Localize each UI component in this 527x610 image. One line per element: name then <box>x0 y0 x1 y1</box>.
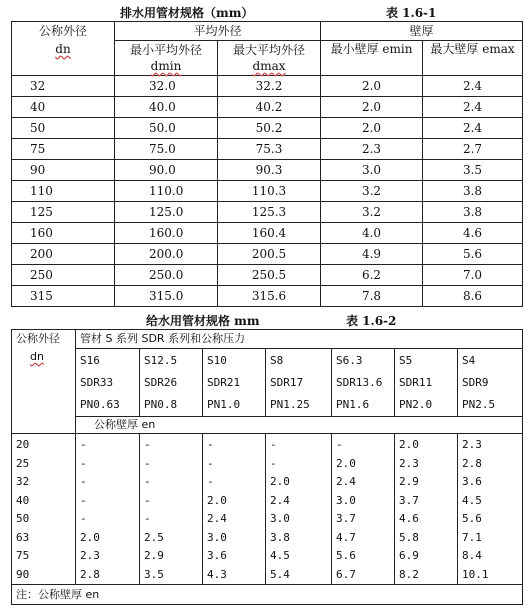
table-cell: 50.2 <box>218 118 321 139</box>
col-nominal-od: 公称外径 dn <box>12 22 115 76</box>
table-cell: 6.2 <box>321 265 423 286</box>
series-header-cell: S10 SDR21 PN1.0 <box>203 349 266 417</box>
table-cell: 3.5 <box>423 160 523 181</box>
table-cell: 110.3 <box>218 181 321 202</box>
table-cell: 2.0 <box>321 97 423 118</box>
table-row <box>12 202 523 223</box>
table-cell: 160 <box>12 223 115 244</box>
table-cell: 2.7 <box>423 139 523 160</box>
table-cell: 90 <box>12 160 115 181</box>
wall-thickness-column: - - - - - 2.0 2.3 2.8 <box>76 434 140 585</box>
series-header-cell: S8 SDR17 PN1.25 <box>266 349 332 417</box>
series-header-cell: S16 SDR33 PN0.63 <box>76 349 140 417</box>
table-cell: 160.4 <box>218 223 321 244</box>
table-cell: 40.2 <box>218 97 321 118</box>
series-header-cell: S4 SDR9 PN2.5 <box>458 349 523 417</box>
table1-title: 排水用管材规格（mm） <box>120 6 254 20</box>
table-cell: 90.0 <box>115 160 218 181</box>
table-cell: 3.2 <box>321 181 423 202</box>
series-header-cell: S5 SDR11 PN2.0 <box>395 349 458 417</box>
group-wall-thickness: 壁厚 <box>321 22 523 41</box>
table-row <box>12 244 523 265</box>
col-max-wall: 最大壁厚 emax <box>423 41 523 76</box>
series-header-cell: S6.3 SDR13.6 PN1.6 <box>332 349 395 417</box>
table-cell: 200 <box>12 244 115 265</box>
table-cell: 125.3 <box>218 202 321 223</box>
dn-column: 20 25 32 40 50 63 75 90 <box>12 434 76 585</box>
table-cell: 4.6 <box>423 223 523 244</box>
t2-col-nominal-od: 公称外径 dn <box>12 330 76 434</box>
table-cell: 250 <box>12 265 115 286</box>
table-cell: 75.0 <box>115 139 218 160</box>
t2-series-group: 管材 S 系列 SDR 系列和公称压力 <box>76 330 523 349</box>
col-max-avg-od: 最大平均外径 dmax <box>218 41 321 76</box>
t2-wall-label: 公称壁厚 en <box>76 417 523 434</box>
table-cell: 7.8 <box>321 286 423 307</box>
wall-thickness-column: - 2.0 2.4 3.0 3.7 4.7 5.6 6.7 <box>332 434 395 585</box>
table-cell: 2.4 <box>423 97 523 118</box>
table1-number: 表 1.6-1 <box>386 6 437 20</box>
table-cell: 200.5 <box>218 244 321 265</box>
table-cell: 75.3 <box>218 139 321 160</box>
table-cell: 200.0 <box>115 244 218 265</box>
table-row <box>12 160 523 181</box>
table-cell: 250.5 <box>218 265 321 286</box>
table2-title: 给水用管材规格 mm <box>146 314 260 328</box>
table-row <box>12 265 523 286</box>
table-row <box>12 223 523 244</box>
table-row <box>12 139 523 160</box>
table-row <box>12 181 523 202</box>
table-cell: 3.8 <box>423 202 523 223</box>
table-cell: 2.0 <box>321 76 423 97</box>
wall-thickness-column: 2.0 2.3 2.9 3.7 4.6 5.8 6.9 8.2 <box>395 434 458 585</box>
table-row <box>12 286 523 307</box>
table-cell: 315 <box>12 286 115 307</box>
table-cell: 75 <box>12 139 115 160</box>
t2-note: 注：公称壁厚 en <box>12 585 523 605</box>
table-cell: 2.4 <box>423 118 523 139</box>
table-cell: 315.0 <box>115 286 218 307</box>
table-cell: 7.0 <box>423 265 523 286</box>
table-cell: 32.2 <box>218 76 321 97</box>
table-cell: 125 <box>12 202 115 223</box>
table-cell: 32 <box>12 76 115 97</box>
col-min-avg-od: 最小平均外径 dmin <box>115 41 218 76</box>
table-cell: 50.0 <box>115 118 218 139</box>
drain-pipe-spec-table <box>11 21 523 307</box>
water-supply-pipe-spec-table <box>11 329 523 605</box>
table-row <box>12 118 523 139</box>
table-row <box>12 97 523 118</box>
table-cell: 4.9 <box>321 244 423 265</box>
wall-thickness-column: - - - - - 2.5 2.9 3.5 <box>140 434 203 585</box>
table-cell: 40 <box>12 97 115 118</box>
table-row <box>12 76 523 97</box>
table-cell: 2.3 <box>321 139 423 160</box>
group-average-od: 平均外径 <box>115 22 321 41</box>
wall-thickness-column: - - 2.0 2.4 3.0 3.8 4.5 5.4 <box>266 434 332 585</box>
table2-number: 表 1.6-2 <box>346 314 397 328</box>
table-cell: 2.4 <box>423 76 523 97</box>
table-cell: 8.6 <box>423 286 523 307</box>
table-cell: 50 <box>12 118 115 139</box>
table-cell: 40.0 <box>115 97 218 118</box>
table-cell: 110.0 <box>115 181 218 202</box>
wall-thickness-column: 2.3 2.8 3.6 4.5 5.6 7.1 8.4 10.1 <box>458 434 523 585</box>
series-header-cell: S12.5 SDR26 PN0.8 <box>140 349 203 417</box>
table-cell: 250.0 <box>115 265 218 286</box>
table-cell: 5.6 <box>423 244 523 265</box>
table-cell: 3.2 <box>321 202 423 223</box>
table-cell: 32.0 <box>115 76 218 97</box>
wall-thickness-column: - - - 2.0 2.4 3.0 3.6 4.3 <box>203 434 266 585</box>
table-cell: 90.3 <box>218 160 321 181</box>
table-cell: 2.0 <box>321 118 423 139</box>
table-cell: 4.0 <box>321 223 423 244</box>
table-cell: 3.8 <box>423 181 523 202</box>
table-cell: 3.0 <box>321 160 423 181</box>
table-cell: 160.0 <box>115 223 218 244</box>
table-cell: 315.6 <box>218 286 321 307</box>
table-cell: 125.0 <box>115 202 218 223</box>
table-cell: 110 <box>12 181 115 202</box>
col-min-wall: 最小壁厚 emin <box>321 41 423 76</box>
